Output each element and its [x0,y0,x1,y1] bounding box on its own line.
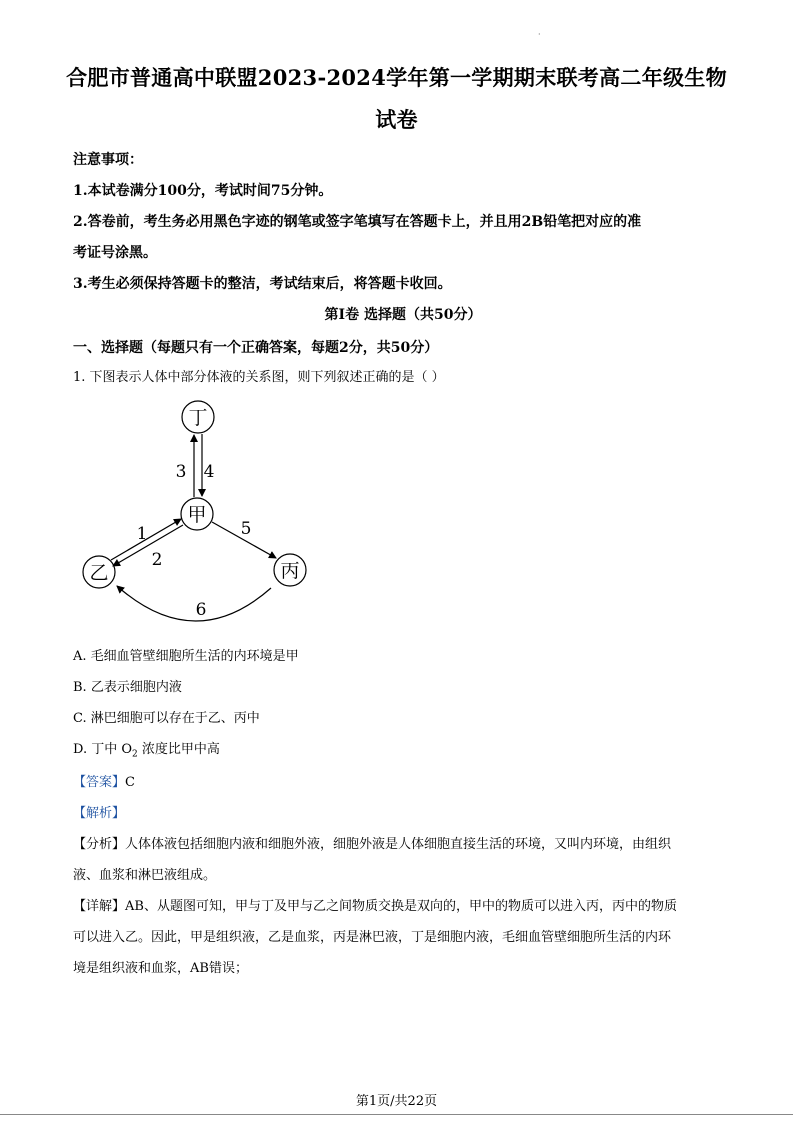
xiangjie-line-3: 境是组织液和血浆，AB错误； [73,961,248,976]
page-number: 第1页/共22页 [355,1094,438,1109]
xiangjie-label: 【详解】 [73,899,126,914]
node-bing-label: 丙 [280,560,300,582]
section-heading: 一、选择题（每题只有一个正确答案，每题2分，共50分） [73,340,439,356]
notes-item-1: 1.本试卷满分100分，考试时间75分钟。 [73,183,333,199]
fenxi-line-1 [73,835,733,855]
arrow-2-jia-to-yi [113,525,183,566]
notes-item-3: 3.考生必须保持答题卡的整洁，考试结束后，将答题卡收回。 [73,276,452,292]
node-jia-label: 甲 [187,504,207,526]
arrow-label-3: 3 [175,462,187,482]
answer-label: 【答案】 [73,775,126,790]
option-d [73,740,733,765]
xiangjie-text-1: AB、从题图可知，甲与丁及甲与乙之间物质交换是双向的，甲中的物质可以进入丙，丙中的物质 [125,899,677,914]
body-fluid-diagram [75,395,315,630]
arrow-label-5: 5 [240,519,252,539]
answer-line [73,773,733,793]
part-title: 第I卷 选择题（共50分） [324,307,482,323]
xiangjie-line-2: 可以进入乙。因此，甲是组织液，乙是血浆，丙是淋巴液，丁是细胞内液，毛细血管壁细胞所生活的内环 [73,930,672,945]
notes-item-2-line2: 考证号涂黑。 [73,245,157,261]
exam-title-line2: 试卷 [375,107,418,132]
node-yi-label: 乙 [89,562,109,584]
arrow-label-4: 4 [203,462,215,482]
option-d-prefix: D. 丁中 O [73,742,133,757]
exam-title-line1: 合肥市普通高中联盟2023-2024学年第一学期期末联考高二年级生物 [66,65,727,90]
xiangjie-line-1 [73,897,733,917]
option-a: A. 毛细血管壁细胞所生活的内环境是甲 [73,649,299,664]
fenxi-label: 【分析】 [73,837,126,852]
node-ding-label: 丁 [188,407,208,429]
footer-divider [0,1114,793,1115]
corner-dot: · [538,30,541,39]
arrow-label-1: 1 [136,524,148,544]
option-d-subscript: 2 [132,749,138,760]
arrow-label-2: 2 [151,550,163,570]
option-d-suffix: 浓度比甲中高 [137,742,220,757]
notes-item-2-line1: 2.答卷前，考生务必用黑色字迹的钢笔或签字笔填写在答题卡上，并且用2B铅笔把对应的准 [73,214,642,230]
fenxi-text-1: 人体体液包括细胞内液和细胞外液，细胞外液是人体细胞直接生活的环境，又叫内环境，由组织 [125,837,672,852]
arrow-label-6: 6 [195,600,207,620]
notes-heading: 注意事项： [73,152,143,168]
analysis-label: 【解析】 [73,806,126,821]
answer-value: C [125,775,135,790]
question-1-stem: 1. 下图表示人体中部分体液的关系图，则下列叙述正确的是（ ） [73,370,445,385]
fenxi-line-2: 液、血浆和淋巴液组成。 [73,868,217,883]
arrow-6-bing-to-yi [117,586,271,621]
option-b: B. 乙表示细胞内液 [73,680,182,695]
option-c: C. 淋巴细胞可以存在于乙、丙中 [73,711,260,726]
